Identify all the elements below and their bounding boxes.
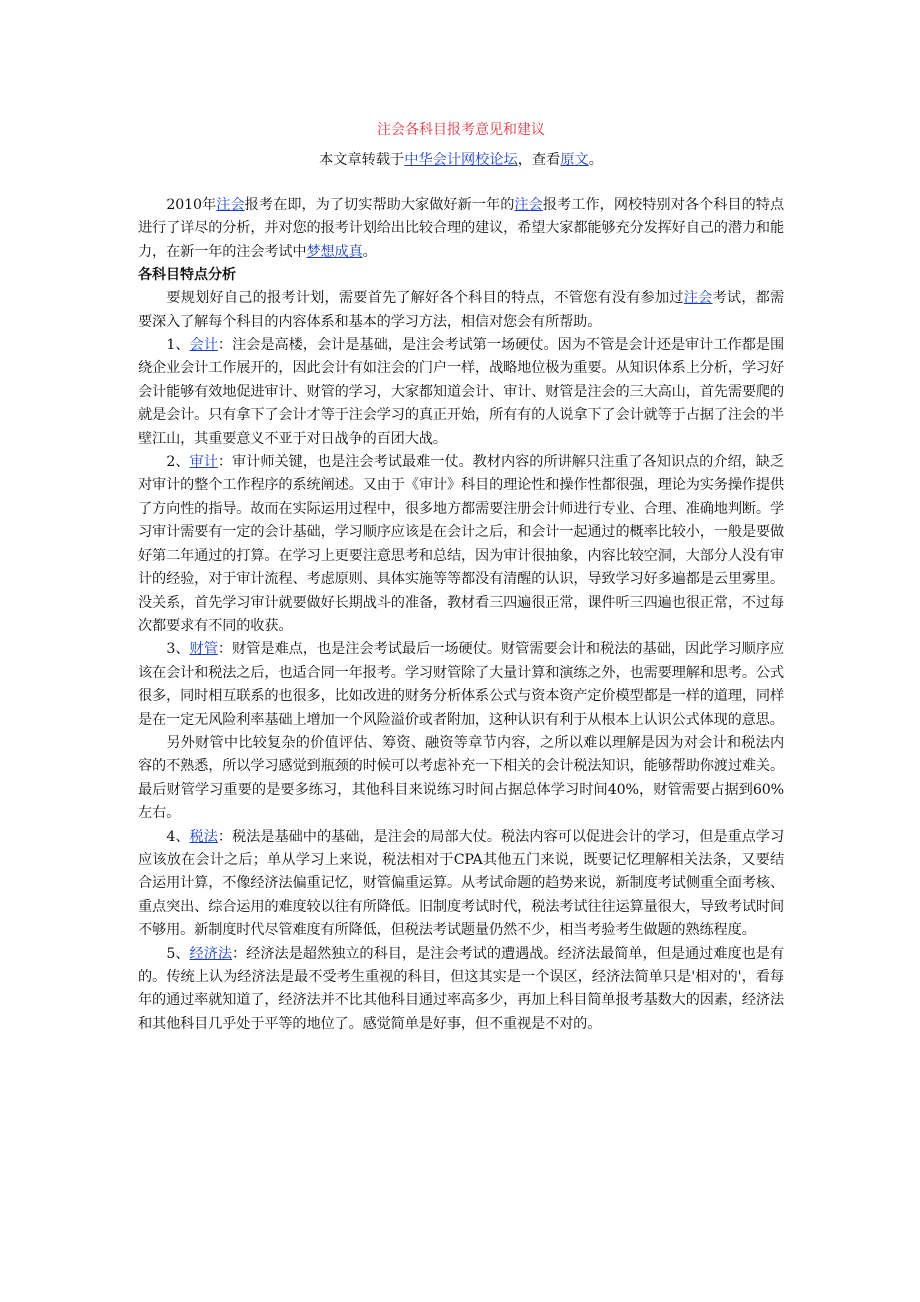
finance-extra-text-2: ，财管需要占据到 <box>638 781 753 798</box>
economic-law-link[interactable]: 经济法 <box>189 945 233 962</box>
finance-extra-text-3: 左右。 <box>138 805 181 822</box>
accounting-number: 1、 <box>166 337 190 354</box>
audit-number: 2、 <box>166 454 190 471</box>
overview-text-1: 要规划好自己的报考计划，需要首先了解好各个科目的特点，不管您有没有参加过 <box>166 290 684 307</box>
intro-paragraph <box>138 194 784 264</box>
finance-extra-text-1: 另外财管中比较复杂的价值评估、筹资、融资等章节内容，之所以难以理解是因为对会计和税法内容的不熟悉，所以学习感觉到瓶颈的时候可以考虑补充一下相关的会计税法知识，能够帮助你渡过难关。最后财管学习重要的是要多练习，其他科目来说练习时间占据总体学习时间 <box>138 734 784 798</box>
finance-extra-paragraph <box>138 732 784 826</box>
practice-percent-finance: 60% <box>752 781 784 798</box>
accounting-text: ：注会是高楼，会计是基础，是注会考试第一场硬仗。因为不管是会计还是审计工作都是围绕企业会计工作展开的，因此会计有如注会的门户一样，战略地位极为重要。从知识体系上分析，学习好会计能够有效地促进审计、财管的学习，大家都知道会计、审计、财管是注会的三大高山，首先需要爬的就是会计。只有拿下了会计才等于注会学习的真正开始，所有有的人说拿下了会计就等于占据了注会的半壁江山，其重要意义不亚于对日战争的百团大战。 <box>138 337 784 447</box>
document-page <box>138 118 784 1036</box>
intro-text-4: 。 <box>362 243 377 260</box>
dream-come-true-link[interactable]: 梦想成真 <box>306 243 363 260</box>
source-suffix: 。 <box>588 152 603 168</box>
accounting-paragraph <box>138 334 784 451</box>
document-title: 注会各科目报考意见和建议 <box>377 122 545 138</box>
tax-paragraph <box>138 826 784 943</box>
cpa-link-1[interactable]: 注会 <box>216 197 245 213</box>
overview-text-2: 考试，都需要深入了解每个科目的内容体系和基本的学习方法，相信对您会有所帮助。 <box>138 290 784 330</box>
economic-law-paragraph <box>138 943 784 1037</box>
overview-paragraph <box>138 287 784 334</box>
intro-text-2: 报考在即，为了切实帮助大家做好新一年的 <box>244 197 515 213</box>
tax-number: 4、 <box>166 828 190 845</box>
tax-text: ：税法是基础中的基础，是注会的局部大仗。税法内容可以促进会计的学习，但是重点学习应该放在会计之后；单从学习上来说，税法相对于CPA其他五门来说，既要记忆理解相关法条，又要结合运用计算，不像经济法偏重记忆，财管偏重运算。从考试命题的趋势来说，新制度考试侧重全面考核、重点突出、综合运用的难度较以往有所降低。旧制度考试时代，税法考试往往运算量很大，导致考试时间不够用。新制度时代尽管难度有所降低，但税法考试题量仍然不少，相当考验考生做题的熟练程度。 <box>138 828 784 939</box>
economic-law-text: ：经济法是超然独立的科目，是注会考试的遭遇战。经济法最简单，但是通过难度也是有的。传统上认为经济法是最不受考生重视的科目，但这其实是一个误区，经济法简单只是'相对的'，看每年的通过率就知道了，经济法并不比其他科目通过率高多少，再加上科目简单报考基数大的因素，经济法和其他科目几乎处于平等的地位了。感觉简单是好事，但不重视是不对的。 <box>138 945 784 1032</box>
cpa-link-3[interactable]: 注会 <box>683 290 713 307</box>
source-prefix: 本文章转载于 <box>319 152 405 168</box>
source-middle: ，查看 <box>517 152 561 168</box>
section-heading: 各科目特点分析 <box>138 267 236 284</box>
intro-text-1: 2010年 <box>166 197 217 213</box>
finance-number: 3、 <box>166 641 190 658</box>
source-line <box>138 148 784 172</box>
tax-link[interactable]: 税法 <box>189 828 218 845</box>
audit-text: ：审计师关键，也是注会考试最难一仗。教材内容的所讲解只注重了各知识点的介绍，缺乏对审计的整个工作程序的系统阐述。又由于《审计》科目的理论性和操作性都很强，理论为实务操作提供了方向性的指导。故而在实际运用过程中，很多地方都需要注册会计师进行专业、合理、准确地判断。学习审计需要有一定的会计基础，学习顺序应该是在会计之后，和会计一起通过的概率比较小，一般是要做好第二年通过的打算。在学习上更要注意思考和总结，因为审计很抽象，内容比较空洞，大部分人没有审计的经验，对于审计流程、考虑原则、具体实施等等都没有清醒的认识，导致学习好多遍都是云里雾里。没关系，首先学习审计就要做好长期战斗的准备，教材看三四遍很正常，课件听三四遍也很正常，不过每次都要求有不同的收获。 <box>138 454 784 634</box>
audit-paragraph <box>138 451 784 638</box>
cpa-link-2[interactable]: 注会 <box>514 197 543 213</box>
intro-text-3: 报考工作，网校特别对各个科目的特点进行了详尽的分析，并对您的报考计划给出比较合理的建议，希望大家都能够充分发挥好自己的潜力和能力，在新一年的注会考试中 <box>138 197 785 260</box>
finance-text: ：财管是难点，也是注会考试最后一场硬仗。财管需要会计和税法的基础，因此学习顺序应该在会计和税法之后，也适合同一年报考。学习财管除了大量计算和演练之外，也需要理解和思考。公式很多，同时相互联系的也很多，比如改进的财务分析体系公式与资本资产定价模型都是一样的道理，同样是在一定无风险利率基础上增加一个风险溢价或者附加，这种认识有利于从根本上认识公式体现的意思。 <box>138 641 784 728</box>
finance-link[interactable]: 财管 <box>189 641 218 658</box>
finance-paragraph <box>138 638 784 732</box>
practice-percent-others: 40% <box>607 781 639 798</box>
accounting-link[interactable]: 会计 <box>189 337 218 354</box>
economic-law-number: 5、 <box>166 945 190 962</box>
audit-link[interactable]: 审计 <box>189 454 218 471</box>
original-article-link[interactable]: 原文 <box>560 152 589 168</box>
forum-link[interactable]: 中华会计网校论坛 <box>404 152 518 168</box>
